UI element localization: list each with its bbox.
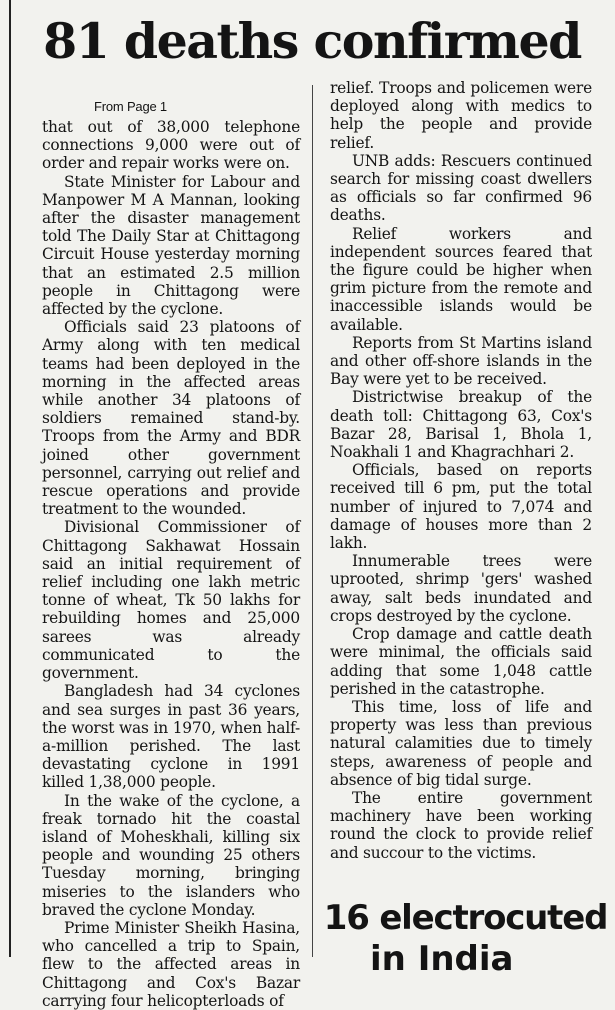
- paragraph: In the wake of the cyclone, a freak tornado hit the coastal island of Moheskhali, killing six people and wounding 25 others Tuesday morning, bringing miseries to the islanders who braved the cyclone Monday.: [42, 791, 300, 919]
- article-column-left: [42, 98, 300, 1010]
- paragraph: Bangladesh had 34 cyclones and sea surges in past 36 years, the worst was in 1970, when half-a-million perished. The last devastating cyclone in 1991 killed 1,38,000 people.: [42, 682, 300, 792]
- article-column-right: [330, 79, 592, 862]
- next-article-headline: 16 electrocuted: [323, 898, 608, 938]
- paragraph: Innumerable trees were uprooted, shrimp 'gers' washed away, salt beds inundated and crops destroyed by the cyclone.: [330, 552, 592, 625]
- column-rule-left: [9, 0, 11, 957]
- paragraph: Officials, based on reports received till 6 pm, put the total number of injured to 7,074 and damage of houses more than 2 lakh.: [330, 461, 592, 553]
- paragraph: The entire government machinery have been working round the clock to provide relief and succour to the victims.: [330, 788, 592, 862]
- paragraph: Reports from St Martins island and other off-shore islands in the Bay were yet to be received.: [330, 333, 592, 389]
- paragraph: Crop damage and cattle death were minimal, the officials said adding that some 1,048 cattle perished in the catastrophe.: [330, 625, 592, 698]
- continuation-label: From Page 1: [94, 99, 167, 114]
- paragraph: Prime Minister Sheikh Hasina, who cancelled a trip to Spain, flew to the affected areas in Chittagong and Cox's Bazar carrying four helicopterloads of: [42, 918, 300, 1010]
- paragraph: This time, loss of life and property was less than previous natural calamities due to timely steps, awareness of people and absence of big tidal surge.: [330, 697, 592, 789]
- paragraph: UNB adds: Rescuers continued search for missing coast dwellers as officials so far confirmed 96 deaths.: [330, 151, 592, 225]
- paragraph: State Minister for Labour and Manpower M A Mannan, looking after the disaster management told The Daily Star at Chittagong Circuit House yesterday morning that an estimated 2.5 million people in Chittagong were affected by the cyclone.: [42, 172, 300, 319]
- next-article-headline-line2: in India: [370, 939, 514, 979]
- paragraph: that out of 38,000 telephone connections 9,000 were out of order and repair works were on.: [42, 118, 300, 173]
- column-divider: [312, 85, 313, 957]
- paragraph: Officials said 23 platoons of Army along with ten medical teams had been deployed in the morning in the affected areas while another 34 platoons of soldiers remained stand-by. Troops from the Army and BDR joined other government personnel, carrying out relief and rescue operations and provide treatment to the wounded.: [42, 318, 300, 519]
- paragraph: Relief workers and independent sources feared that the figure could be higher when grim picture from the remote and inaccessible islands would be available.: [330, 224, 592, 334]
- paragraph: relief. Troops and policemen were deployed along with medics to help the people and provide relief.: [330, 79, 592, 152]
- article-headline: 81 deaths confirmed: [43, 12, 581, 70]
- paragraph: Districtwise breakup of the death toll: Chittagong 63, Cox's Bazar 28, Barisal 1, Bhola 1, Noakhali 1 and Khagrachhari 2.: [330, 388, 592, 462]
- paragraph: Divisional Commissioner of Chittagong Sakhawat Hossain said an initial requirement of relief including one lakh metric tonne of wheat, Tk 50 lakhs for rebuilding homes and 25,000 sarees was already communicated to the government.: [42, 518, 300, 683]
